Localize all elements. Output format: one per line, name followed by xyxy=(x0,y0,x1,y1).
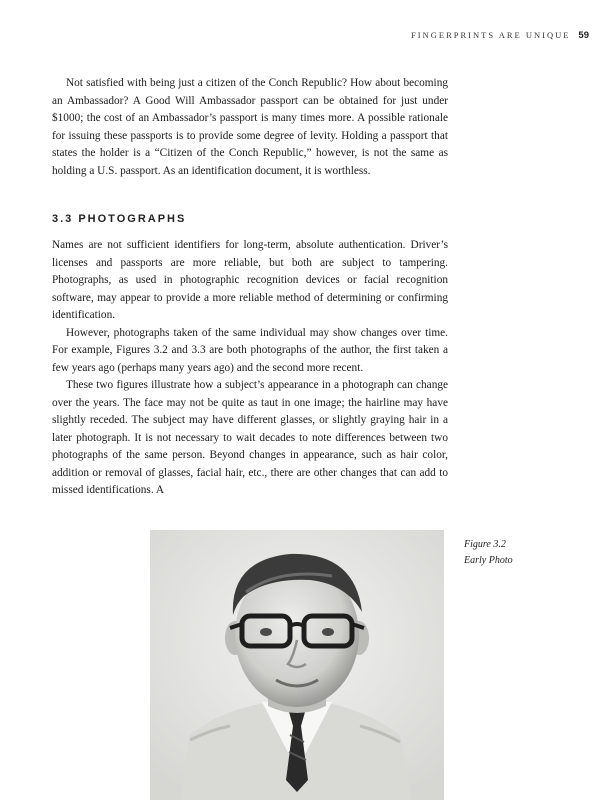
running-head xyxy=(411,30,589,44)
section-paragraph-3: These two figures illustrate how a subject’s appearance in a photograph can change over the years. The face may not be quite as taut in one image; the hairline may have slightly receded. The subject may have different glasses, or slightly graying hair in a later photograph. It is not necessary to wait decades to note differences between two photographs of the same person. Beyond changes in appearance, such as hair color, addition or removal of glasses, facial hair, etc., there are other changes that can add to missed identifications. A xyxy=(52,379,448,496)
figure-photo xyxy=(150,530,444,800)
intro-text xyxy=(52,75,448,180)
section-heading: 3.3 PHOTOGRAPHS xyxy=(52,213,187,225)
figure-label: Figure 3.2 xyxy=(464,539,506,550)
figure-caption xyxy=(464,537,513,569)
running-title: FINGERPRINTS ARE UNIQUE xyxy=(411,30,571,40)
page-number: 59 xyxy=(578,30,589,41)
section-paragraph-1: Names are not sufficient identifiers for long-term, absolute authentication. Driver’s licenses and passports are more reliable, but both are subject to tampering. Photographs, as used in photographic recognition devices or facial recognition software, may appear to provide a more reliable method of determining or confirming identification. xyxy=(52,239,448,321)
section-paragraph-2: However, photographs taken of the same individual may show changes over time. For example, Figures 3.2 and 3.3 are both photographs of the author, the first taken a few years ago (perhaps many years ago) and the second more recent. xyxy=(52,326,448,374)
section-body xyxy=(52,237,448,500)
intro-paragraph: Not satisfied with being just a citizen of the Conch Republic? How about becoming an Ambassador? A Good Will Ambassador passport can be obtained for just under $1000; the cost of an Ambassador’s passport is many times more. A possible rationale for issuing these passports is to provide some degree of levity. Holding a passport that states the holder is a “Citizen of the Conch Republic,” however, is not the same as holding a U.S. passport. As an identification document, it is worthless. xyxy=(52,77,448,177)
figure-caption-text: Early Photo xyxy=(464,555,513,566)
portrait-photo-icon xyxy=(150,530,444,800)
